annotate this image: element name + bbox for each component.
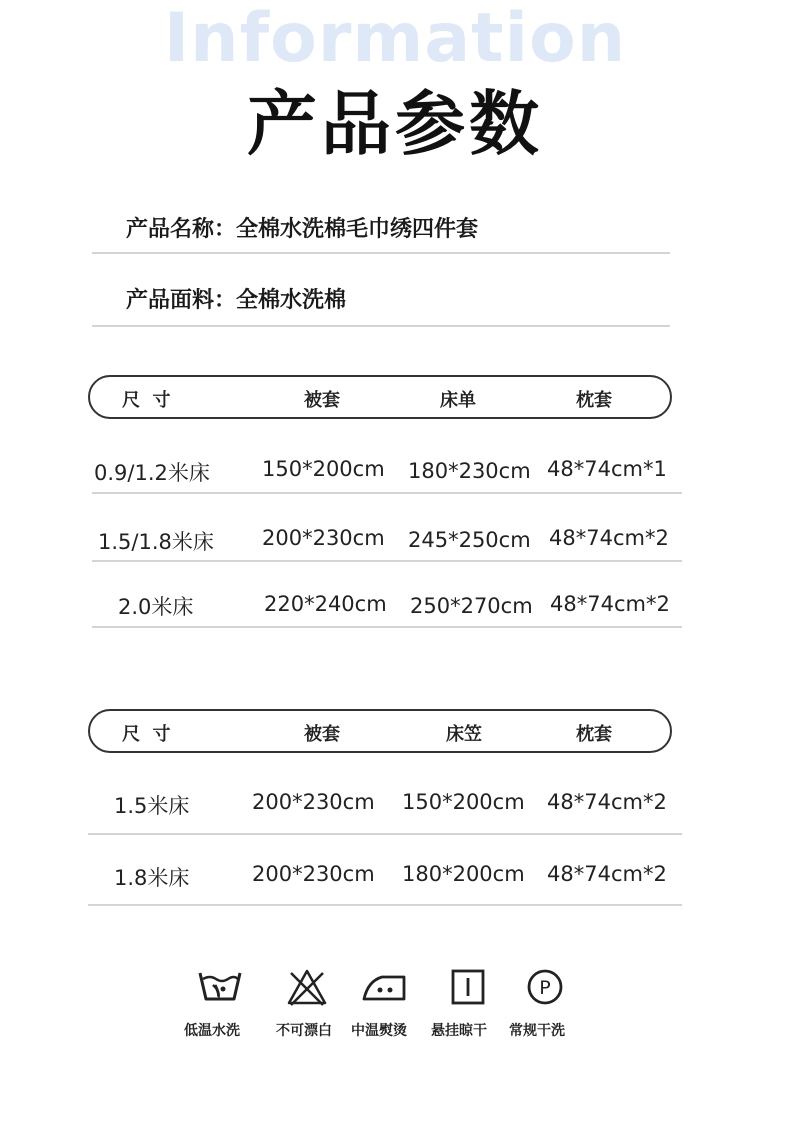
table-cell: 1.5米床: [114, 794, 190, 818]
table2-header: [88, 709, 672, 753]
table-cell: 200*230cm: [252, 862, 375, 886]
table1-header-sheet: 床单: [440, 390, 476, 411]
divider: [88, 904, 682, 906]
table-cell: 2.0米床: [118, 595, 194, 619]
product-name-value: 全棉水洗棉毛巾绣四件套: [236, 217, 479, 242]
title-english: Information: [163, 0, 627, 78]
divider: [92, 626, 682, 628]
table2-header-size: 尺 寸: [122, 724, 171, 745]
table1-header-size: 尺 寸: [122, 390, 171, 411]
table-cell: 220*240cm: [264, 592, 387, 616]
divider: [92, 492, 682, 494]
table2-header-duvet: 被套: [304, 724, 340, 745]
table-cell: 48*74cm*1: [547, 457, 667, 481]
product-name-label: 产品名称：: [126, 217, 237, 242]
care-label: 中温熨烫: [351, 1023, 407, 1039]
table1-header-duvet: 被套: [304, 390, 340, 411]
table-cell: 180*200cm: [402, 862, 525, 886]
product-name-row: [126, 212, 478, 243]
product-fabric-value: 全棉水洗棉: [236, 288, 347, 313]
table-cell: 200*230cm: [252, 790, 375, 814]
table1-header: [88, 375, 672, 419]
divider: [92, 560, 682, 562]
table-cell: 200*230cm: [262, 526, 385, 550]
table1-header-pillowcase: 枕套: [576, 390, 612, 411]
table-cell: 250*270cm: [410, 594, 533, 618]
table-cell: 48*74cm*2: [549, 526, 669, 550]
care-label: 悬挂晾干: [431, 1023, 487, 1039]
table-cell: 48*74cm*2: [547, 862, 667, 886]
product-fabric-row: [126, 283, 346, 314]
divider: [92, 252, 670, 254]
table-cell: 1.5/1.8米床: [98, 530, 214, 554]
svg-text:P: P: [539, 977, 551, 999]
wash-low-temp-icon: [190, 965, 250, 1009]
table-cell: 180*230cm: [408, 459, 531, 483]
care-label: 低温水洗: [184, 1023, 240, 1039]
iron-medium-icon: [356, 965, 416, 1009]
table-cell: 150*200cm: [402, 790, 525, 814]
table-cell: 0.9/1.2米床: [94, 461, 210, 485]
divider: [88, 833, 682, 835]
care-label: 常规干洗: [509, 1023, 565, 1039]
care-label: 不可漂白: [276, 1023, 332, 1039]
dry-clean-icon: [515, 965, 575, 1009]
title-chinese: 产品参数: [247, 83, 543, 165]
table-cell: 48*74cm*2: [550, 592, 670, 616]
hang-dry-icon: [438, 965, 498, 1009]
table-cell: 150*200cm: [262, 457, 385, 481]
table-cell: 245*250cm: [408, 528, 531, 552]
divider: [92, 325, 670, 327]
table2-header-pillowcase: 枕套: [576, 724, 612, 745]
table-cell: 1.8米床: [114, 866, 190, 890]
no-bleach-icon: [277, 965, 337, 1009]
product-fabric-label: 产品面料：: [126, 288, 237, 313]
table-cell: 48*74cm*2: [547, 790, 667, 814]
table2-header-fitted-sheet: 床笠: [446, 724, 482, 745]
